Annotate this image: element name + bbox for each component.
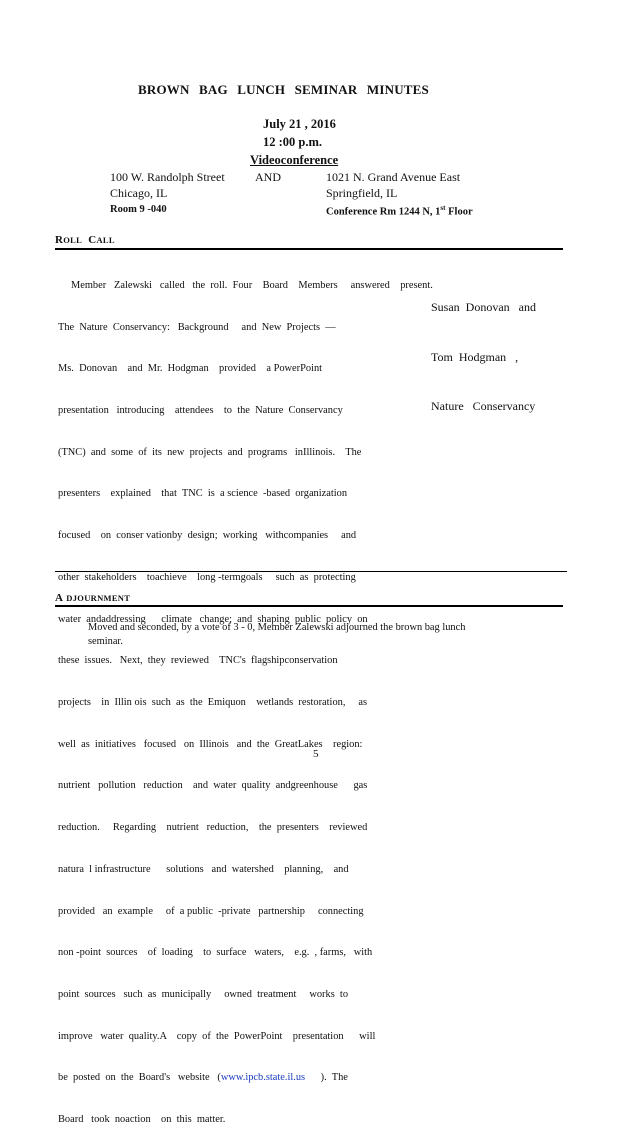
presenters-column xyxy=(431,266,536,431)
roll-call-line: other stakeholders toachieve long -termgoals such as protecting xyxy=(58,571,356,583)
roll-call-line: Member Zalewski called the roll. Four Board Members answered present. xyxy=(58,279,433,291)
meeting-mode: Videoconference xyxy=(250,153,339,167)
roll-call-line: (TNC) and some of its new projects and programs inIllinois. The xyxy=(58,446,362,458)
meeting-date: July 21 , 2016 xyxy=(263,117,336,131)
presenter-line: Nature Conservancy xyxy=(431,399,536,413)
adjournment-line: Moved and seconded, by a vote of 3 - 0, Member Zalewski adjourned the brown bag lunch xyxy=(88,622,466,633)
adjournment-heading: A DJOURNMENT xyxy=(55,592,131,604)
adjournment-line: seminar. xyxy=(88,636,123,647)
location-left-room: Room 9 -040 xyxy=(110,204,167,215)
roll-call-line: The Nature Conservancy: Background and New Projects — xyxy=(58,321,336,333)
board-website-link[interactable]: www.ipcb.state.il.us xyxy=(220,1072,306,1084)
roll-call-line: presentation introducing attendees to the Nature Conservancy xyxy=(58,404,343,416)
roll-call-rule xyxy=(55,248,563,250)
location-and: AND xyxy=(255,170,281,184)
roll-call-line: these issues. Next, they reviewed TNC's flagshipconservation xyxy=(58,655,338,667)
roll-call-line: improve water quality.A copy of the PowerPoint presentation will xyxy=(58,1030,376,1042)
location-right-street: 1021 N. Grand Avenue East xyxy=(326,170,461,184)
roll-call-line: reduction. Regarding nutrient reduction, the presenters reviewed xyxy=(58,822,368,834)
location-right-room: Conference Rm 1244 N, 1st Floor xyxy=(326,204,473,218)
roll-call-body xyxy=(58,251,433,1141)
roll-call-line: Board took noaction on this matter. xyxy=(58,1114,226,1126)
roll-call-line: natura l infrastructure solutions and watershed planning, and xyxy=(58,863,349,875)
location-left-street: 100 W. Randolph Street xyxy=(110,170,225,184)
page-number: 5 xyxy=(313,748,319,760)
meeting-time: 12 :00 p.m. xyxy=(263,135,323,149)
roll-call-line: focused on conser vationby design; working withcompanies and xyxy=(58,530,357,542)
location-right-city: Springfield, IL xyxy=(326,186,398,200)
roll-call-line: provided an example of a public -private partnership connecting xyxy=(58,905,364,917)
roll-call-line: Ms. Donovan and Mr. Hodgman provided a PowerPoint xyxy=(58,363,323,375)
roll-call-heading: ROLL CALL xyxy=(55,234,115,246)
roll-call-line: nutrient pollution reduction and water quality andgreenhouse gas xyxy=(58,780,368,792)
adjournment-rule xyxy=(55,605,563,607)
page-title: BROWN BAG LUNCH SEMINAR MINUTES xyxy=(138,82,429,97)
roll-call-line: point sources such as municipally owned treatment works to xyxy=(58,989,349,1001)
roll-call-end-rule xyxy=(55,571,567,572)
presenter-line: Tom Hodgman , xyxy=(431,349,519,364)
roll-call-line: presenters explained that TNC is a science -based organization xyxy=(58,488,348,500)
presenter-line: Susan Donovan and xyxy=(431,300,536,314)
location-left-city: Chicago, IL xyxy=(110,186,168,200)
roll-call-line: non -point sources of loading to surface waters, e.g. , farms, with xyxy=(58,947,373,959)
roll-call-line: projects in Illin ois such as the Emiquon wetlands restoration, as xyxy=(58,697,368,708)
roll-call-line: well as initiatives focused on Illinois and the GreatLakes region: xyxy=(58,738,363,750)
roll-call-line: be posted on the Board's website (www.ipcb.state.il.us ). The xyxy=(58,1072,348,1084)
roll-call-line: water andaddressing climate change; and shaping public policy on xyxy=(58,613,368,625)
